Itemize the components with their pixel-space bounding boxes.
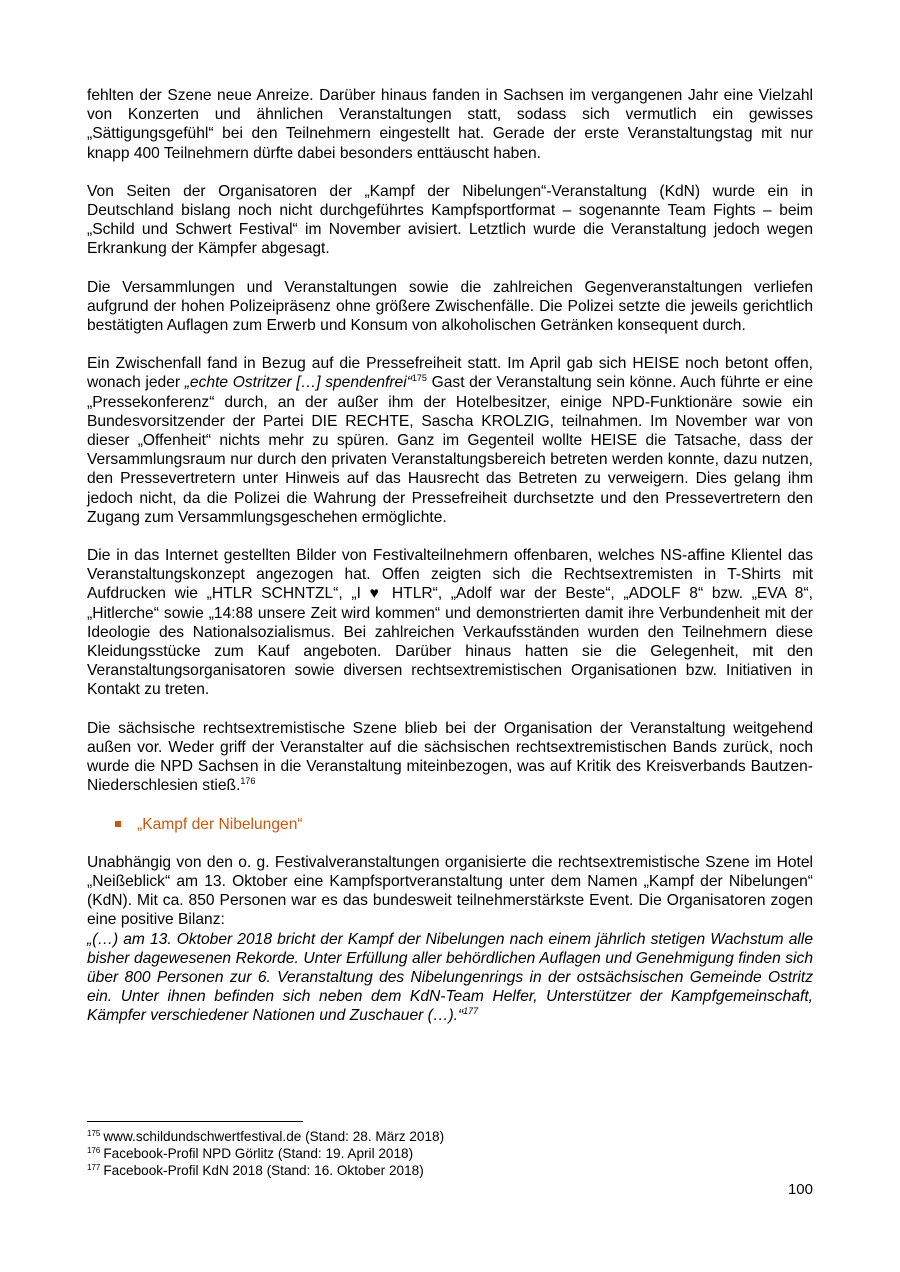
square-bullet-icon — [115, 821, 121, 827]
paragraph-police: Die Versammlungen und Veranstaltungen sowie die zahlreichen Gegenveranstaltungen verliefen aufgrund der hohen Polizeipräsenz ohne größere Zwischenfälle. Die Polizei setzte die jeweils gerichtlich bestätigten Auflagen zum Erwerb und Konsum von alkoholischen Getränken konsequent durch. — [87, 278, 813, 335]
footnote-ref-177[interactable]: 177 — [463, 1006, 479, 1017]
paragraph-intro: fehlten der Szene neue Anreize. Darüber hinaus fanden in Sachsen im vergangenen Jahr eine Vielzahl von Konzerten und ähnlichen Veranstaltungen statt, sodass sich vermutlich ein gewisses „Sättigungsgefühl“ bei den Teilnehmern eingestellt hat. Gerade der erste Veranstaltungstag mit nur knapp 400 Teilnehmern dürfte dabei besonders enttäuscht haben. — [87, 87, 813, 162]
saxon-scene-text: Die sächsische rechtsextremistische Szene blieb bei der Organisation der Veranstaltung weitgehend außen vor. Weder griff der Veranstalter auf die sächsischen rechtsextremistischen Bands zurück, noch wurde die NPD Sachsen in die Veranstaltung miteinbezogen, was auf Kritik des Kreisverbands Bautzen-Niederschlesien stieß. — [87, 719, 813, 795]
footnote-175 — [87, 1128, 687, 1145]
footnotes — [87, 1128, 687, 1179]
paragraph-press-freedom — [87, 354, 813, 527]
paragraph-internet-images: Die in das Internet gestellten Bilder von Festivalteilnehmern offenbaren, welches NS-affine Klientel das Veranstaltungskonzept angezogen hat. Offen zeigten sich die Rechtsextremisten in T-Shirts mit Aufdrucken wie „HTLR SCHNTZL“, „I ♥ HTLR“, „Adolf war der Beste“, „ADOLF 8“ bzw. „EVA 8“, „Hitlerche“ sowie „14:88 unsere Zeit wird kommen“ und demonstrierten damit ihre Verbundenheit mit der Ideologie des Nationalsozialismus. Bei zahlreichen Verkaufsständen wurden den Teilnehmern diese Kleidungsstücke zum Kauf angeboten. Darüber hinaus hatten sie die Gelegenheit, mit den Veranstaltungsorganisatoren sowie diversen rechtsextremistischen Organisationen bzw. Initiativen in Kontakt zu treten. — [87, 547, 813, 699]
paragraph-kdn-organisers: Von Seiten der Organisatoren der „Kampf der Nibelungen“-Veranstaltung (KdN) wurde ein in Deutschland bislang noch nicht durchgeführtes Kampfsportformat – sogenannte Team Fights – beim „Schild und Schwert Festival“ im November avisiert. Letztlich wurde die Veranstaltung jedoch wegen Erkrankung der Kämpfer abgesagt. — [87, 182, 813, 258]
organiser-quote-text: „(…) am 13. Oktober 2018 bricht der Kampf der Nibelungen nach einem jährlich stetigen Wachstum alle bisher dagewesenen Rekorde. Unter Erfüllung aller behördlichen Auflagen und Genehmigung finden sich über 800 Personen zur 6. Veranstaltung des Nibelungenrings in der ostsächsischen Gemeinde Ostritz ein. Unter ihnen befinden sich neben dem KdN-Team Helfer, Unterstützer der Kampfgemeinschaft, Kämpfer verschiedener Nationen und Zuschauer (…).“ — [87, 930, 813, 1025]
footnote-separator — [87, 1121, 303, 1122]
footnote-number: 175 — [87, 1129, 101, 1138]
paragraph-kdn-event: Unabhängig von den o. g. Festivalveranstaltungen organisierte die rechtsextremistische Szene im Hotel „Neißeblick“ am 13. Oktober eine Kampfsportveranstaltung unter dem Namen „Kampf der Nibelungen“ (KdN). Mit ca. 850 Personen war es das bundesweit teilnehmerstärkste Event. Die Organisatoren zogen eine positive Bilanz: — [87, 853, 813, 929]
document-body — [87, 86, 813, 1026]
footnote-ref-175[interactable]: 175 — [411, 373, 427, 384]
press-freedom-text-a: Ein Zwischenfall fand in Bezug auf die Pressefreiheit statt. Im April gab sich HEISE noch betont offen, wonach jeder — [87, 355, 813, 392]
section-heading-label: „Kampf der Nibelungen“ — [137, 815, 303, 833]
footnote-text: www.schildundschwertfestival.de (Stand: 28. März 2018) — [103, 1129, 445, 1144]
footnote-ref-176[interactable]: 176 — [240, 776, 256, 787]
footnote-text: Facebook-Profil KdN 2018 (Stand: 16. Oktober 2018) — [103, 1163, 424, 1178]
footnote-176 — [87, 1145, 687, 1162]
footnote-text: Facebook-Profil NPD Görlitz (Stand: 19. April 2018) — [103, 1146, 414, 1161]
section-heading — [115, 815, 813, 834]
organiser-quote — [87, 930, 813, 1026]
footnote-number: 176 — [87, 1146, 101, 1155]
press-freedom-text-b: Gast der Veranstaltung sein könne. Auch führte er eine „Pressekonferenz“ durch, an der außer ihm der Hotelbesitzer, einige NPD-Funktionäre sowie ein Bundesvorsitzender der Partei DIE RECHTE, Sascha KROLZIG, teilnahmen. Im November war von dieser „Offenheit“ nichts mehr zu spüren. Ganz im Gegenteil wollte HEISE die Tatsache, dass der Versammlungsraum nur durch den privaten Veranstaltungsbereich betreten werden konnte, dazu nutzen, den Pressevertretern unter Hinweis auf das Hausrecht das Betreten zu verweigern. Dies gelang ihm jedoch nicht, da die Polizei die Wahrung der Pressefreiheit durchsetzte und den Pressevertretern den Zugang zum Versammlungsgeschehen ermöglichte. — [87, 374, 813, 526]
footnote-177 — [87, 1162, 687, 1179]
paragraph-saxon-scene — [87, 719, 813, 796]
press-freedom-quote: „echte Ostritzer […] spendenfrei“ — [184, 374, 412, 392]
page-number: 100 — [787, 1181, 813, 1198]
footnote-number: 177 — [87, 1163, 101, 1172]
